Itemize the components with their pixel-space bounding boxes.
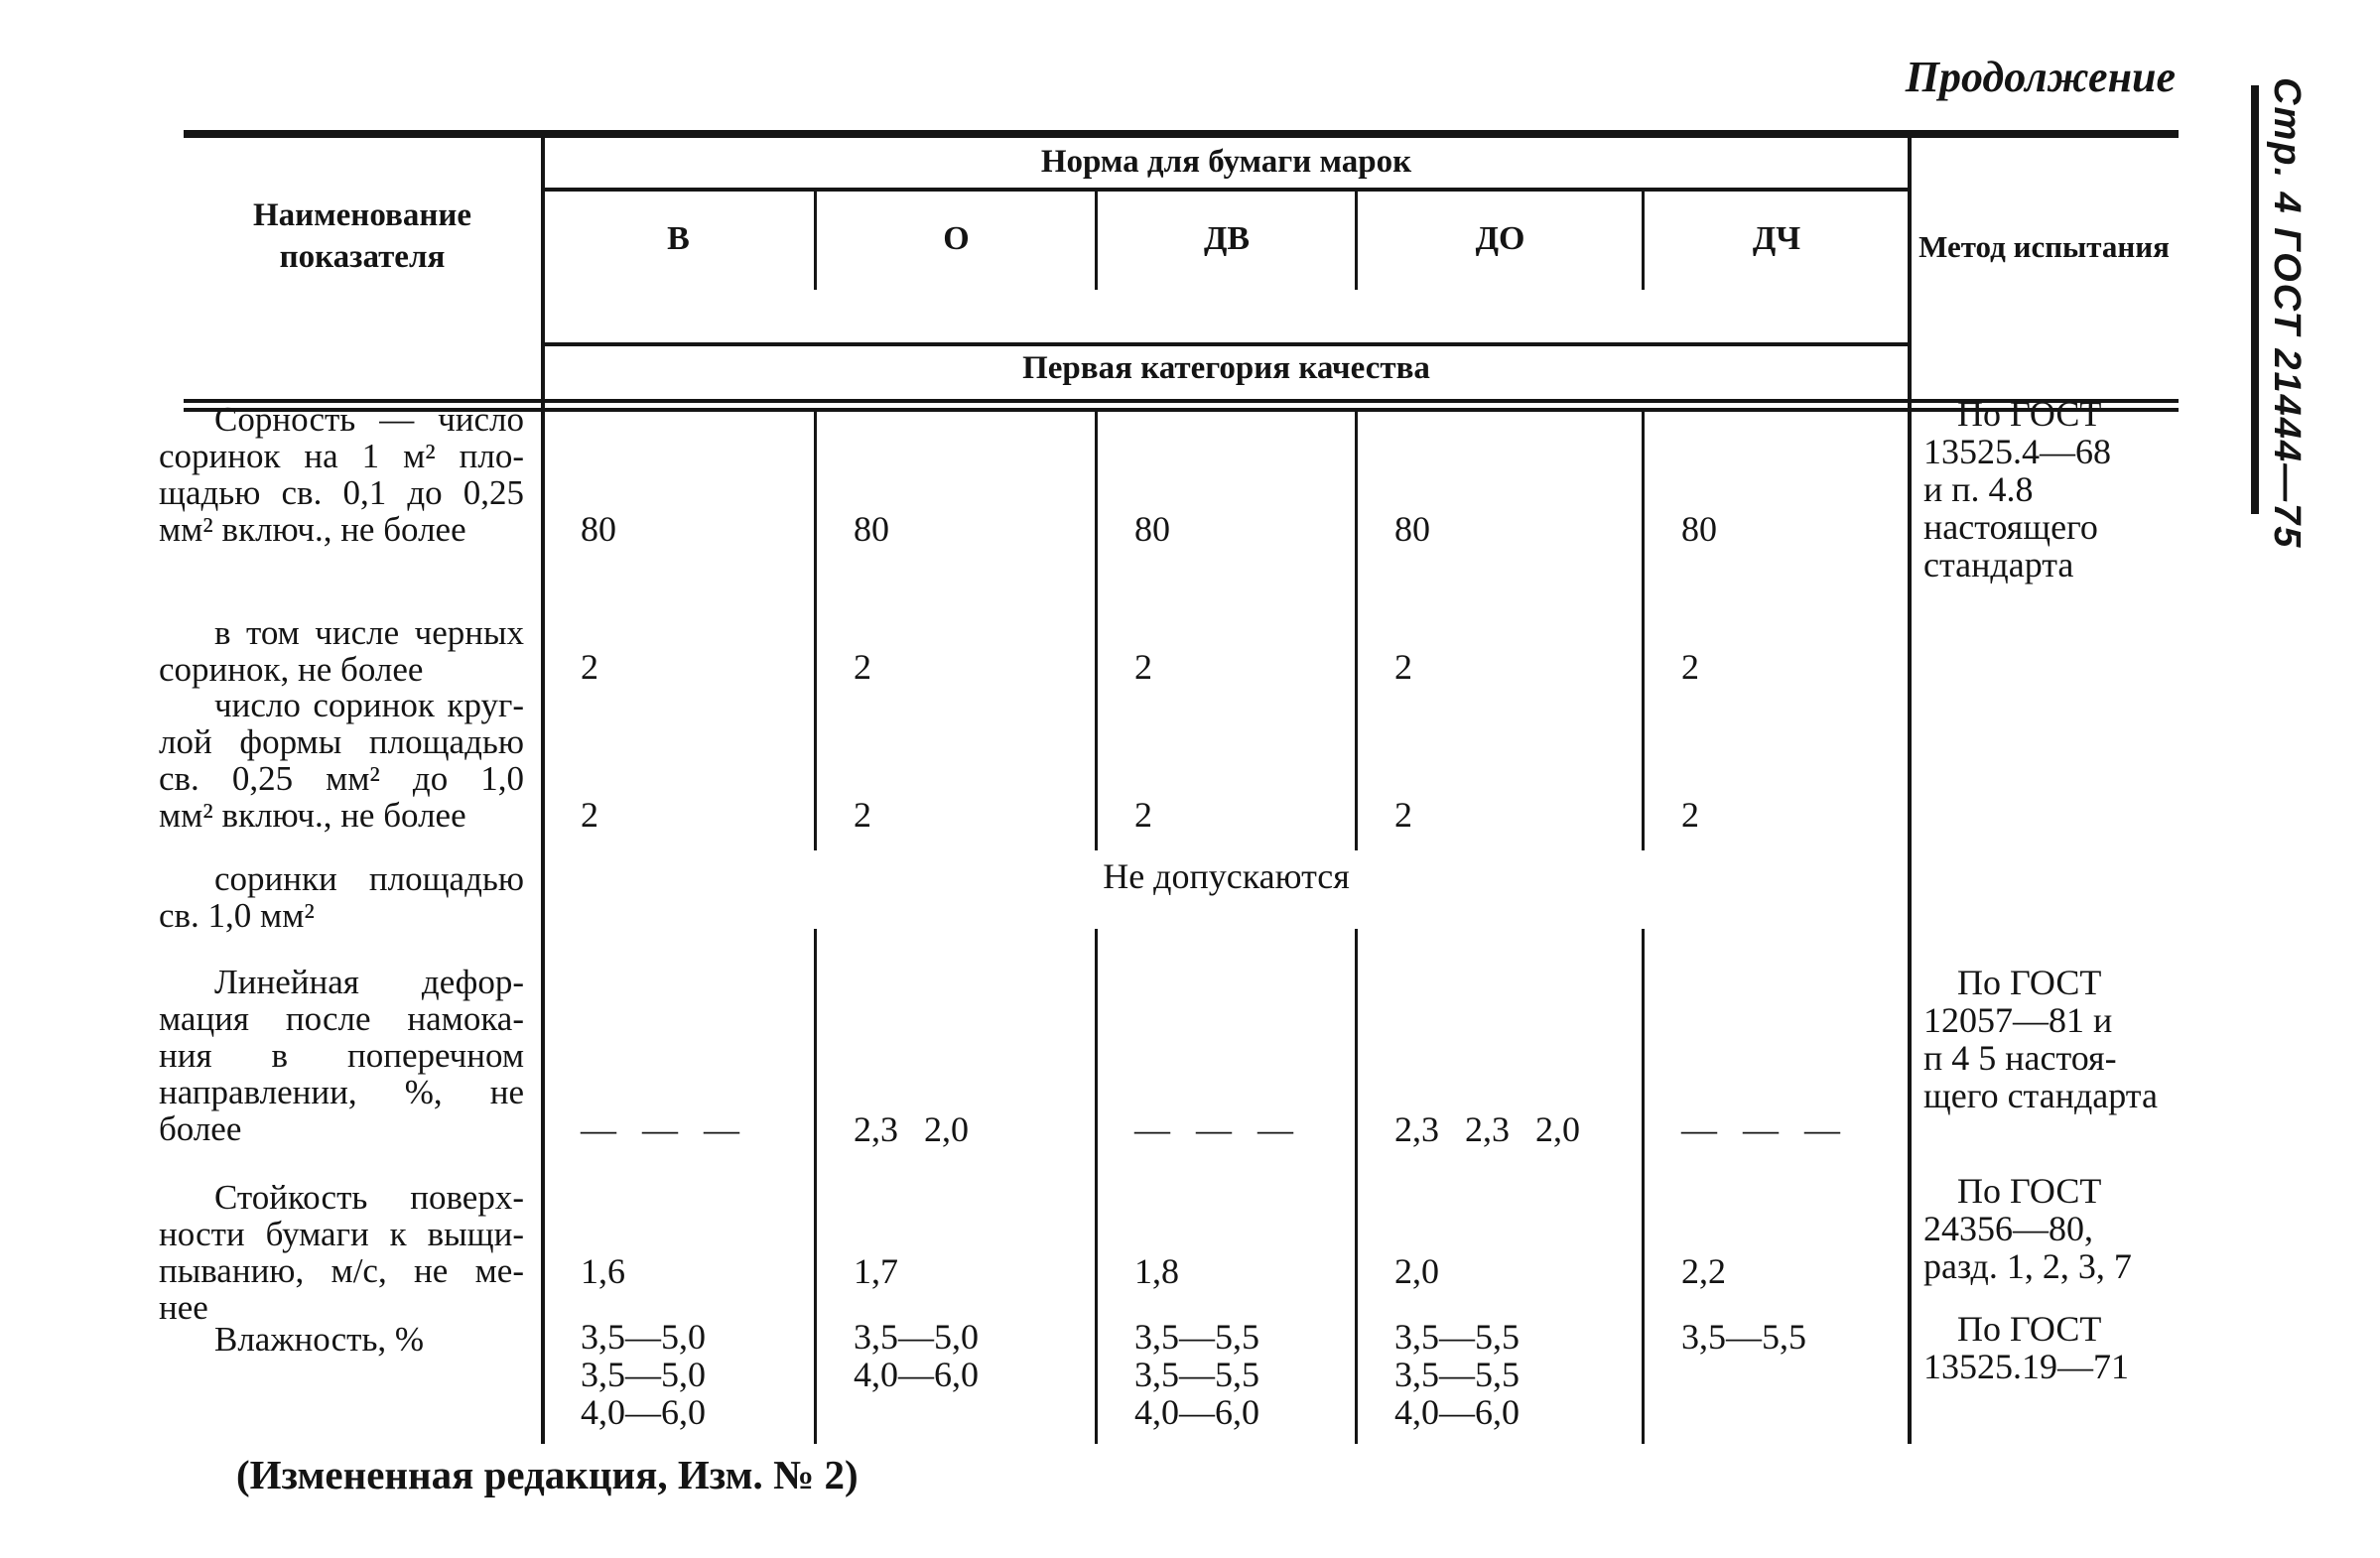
separator-o-dv-lower — [1095, 929, 1098, 1444]
value-sornost-dch: 80 — [1681, 509, 1717, 549]
row-label-sornost: Сорность — число соринок на 1 м² пло- щадью св. 0,1 до 0,25 мм² включ., не более — [159, 400, 524, 549]
name-column-header-line1: Наименование — [253, 197, 471, 233]
value-pick-o: 1,7 — [854, 1251, 898, 1291]
method-pick-resistance: По ГОСТ 24356—80, разд. 1, 2, 3, 7 — [1923, 1171, 2132, 1286]
separator-do-dch-upper — [1642, 412, 1645, 850]
header-rule-under-marks — [541, 342, 1910, 346]
table-border-top — [184, 130, 2179, 138]
value-round-o: 2 — [854, 795, 871, 835]
mark-column-header-do: ДО — [1475, 220, 1525, 257]
value-deform-v: — — — — [581, 1109, 739, 1149]
value-pick-dv: 1,8 — [1134, 1251, 1179, 1291]
value-black-v: 2 — [581, 647, 598, 687]
row-label-large-specks: соринки площадью св. 1,0 мм² — [159, 859, 524, 935]
value-deform-dv: — — — — [1134, 1109, 1293, 1149]
value-round-dv: 2 — [1134, 795, 1152, 835]
mark-column-header-v: В — [667, 220, 690, 257]
norm-group-header: Норма для бумаги марок — [1040, 144, 1412, 180]
row-label-black-specks: в том числе черных соринок, не более — [159, 613, 524, 689]
continuation-label: Продолжение — [1905, 53, 2176, 101]
value-humidity-v: 3,5—5,0 3,5—5,0 4,0—6,0 — [581, 1317, 706, 1432]
value-sornost-o: 80 — [854, 509, 889, 549]
method-deformation: По ГОСТ 12057—81 и п 4 5 настоя- щего стандарта — [1923, 963, 2158, 1115]
value-round-dch: 2 — [1681, 795, 1699, 835]
separator-do-dch-lower — [1642, 929, 1645, 1444]
value-pick-v: 1,6 — [581, 1251, 625, 1291]
page-side-label: Стр. 4 ГОСТ 21444—75 — [2266, 77, 2308, 550]
value-sornost-do: 80 — [1394, 509, 1430, 549]
mark-column-header-o: О — [943, 220, 970, 257]
value-black-o: 2 — [854, 647, 871, 687]
row-label-pick-resistance: Стойкость поверх- ности бумаги к выщи- пыванию, м/с, не ме- нее — [159, 1178, 524, 1327]
value-black-dch: 2 — [1681, 647, 1699, 687]
row-label-round-specks: число соринок круг- лой формы площадью св. 0,25 мм² до 1,0 мм² включ., не более — [159, 686, 524, 835]
name-column-header-line2: показателя — [279, 239, 446, 275]
header-rule-under-norm — [541, 188, 1910, 192]
separator-method-column — [1908, 134, 1912, 1444]
value-sornost-dv: 80 — [1134, 509, 1170, 549]
method-humidity: По ГОСТ 13525.19—71 — [1923, 1309, 2129, 1386]
value-deform-dch: — — — — [1681, 1109, 1840, 1149]
row-label-humidity: Влажность, % — [214, 1320, 425, 1359]
row-label-deformation: Линейная дефор- мация после намока- ния в поперечном направлении, %, не более — [159, 963, 524, 1148]
mark-column-header-dch: ДЧ — [1752, 220, 1801, 257]
separator-v-o-lower — [814, 929, 817, 1444]
value-deform-o: 2,3 2,0 — [854, 1109, 969, 1149]
mark-column-header-dv: ДВ — [1203, 220, 1251, 257]
value-large-specks-span: Не допускаются — [1103, 856, 1350, 896]
separator-dv-do-upper — [1355, 412, 1358, 850]
value-round-do: 2 — [1394, 795, 1412, 835]
value-round-v: 2 — [581, 795, 598, 835]
value-black-do: 2 — [1394, 647, 1412, 687]
footer-note: (Измененная редакция, Изм. № 2) — [236, 1452, 859, 1497]
value-sornost-v: 80 — [581, 509, 616, 549]
value-black-dv: 2 — [1134, 647, 1152, 687]
method-column-header: Метод испытания — [1918, 229, 2170, 264]
value-humidity-do: 3,5—5,5 3,5—5,5 4,0—6,0 — [1394, 1317, 1520, 1432]
value-pick-dch: 2,2 — [1681, 1251, 1726, 1291]
separator-v-o-upper — [814, 412, 817, 850]
value-humidity-o: 3,5—5,0 4,0—6,0 — [854, 1317, 979, 1394]
value-deform-do: 2,3 2,3 2,0 — [1394, 1109, 1580, 1149]
separator-name-column — [541, 134, 545, 1444]
separator-dv-do-lower — [1355, 929, 1358, 1444]
value-humidity-dch: 3,5—5,5 — [1681, 1317, 1806, 1357]
side-rule — [2251, 85, 2259, 514]
method-sornost: По ГОСТ 13525.4—68 и п. 4.8 настоящего стандарта — [1923, 394, 2111, 584]
value-pick-do: 2,0 — [1394, 1251, 1439, 1291]
separator-o-dv-upper — [1095, 412, 1098, 850]
value-humidity-dv: 3,5—5,5 3,5—5,5 4,0—6,0 — [1134, 1317, 1259, 1432]
category-header: Первая категория качества — [1022, 350, 1430, 386]
